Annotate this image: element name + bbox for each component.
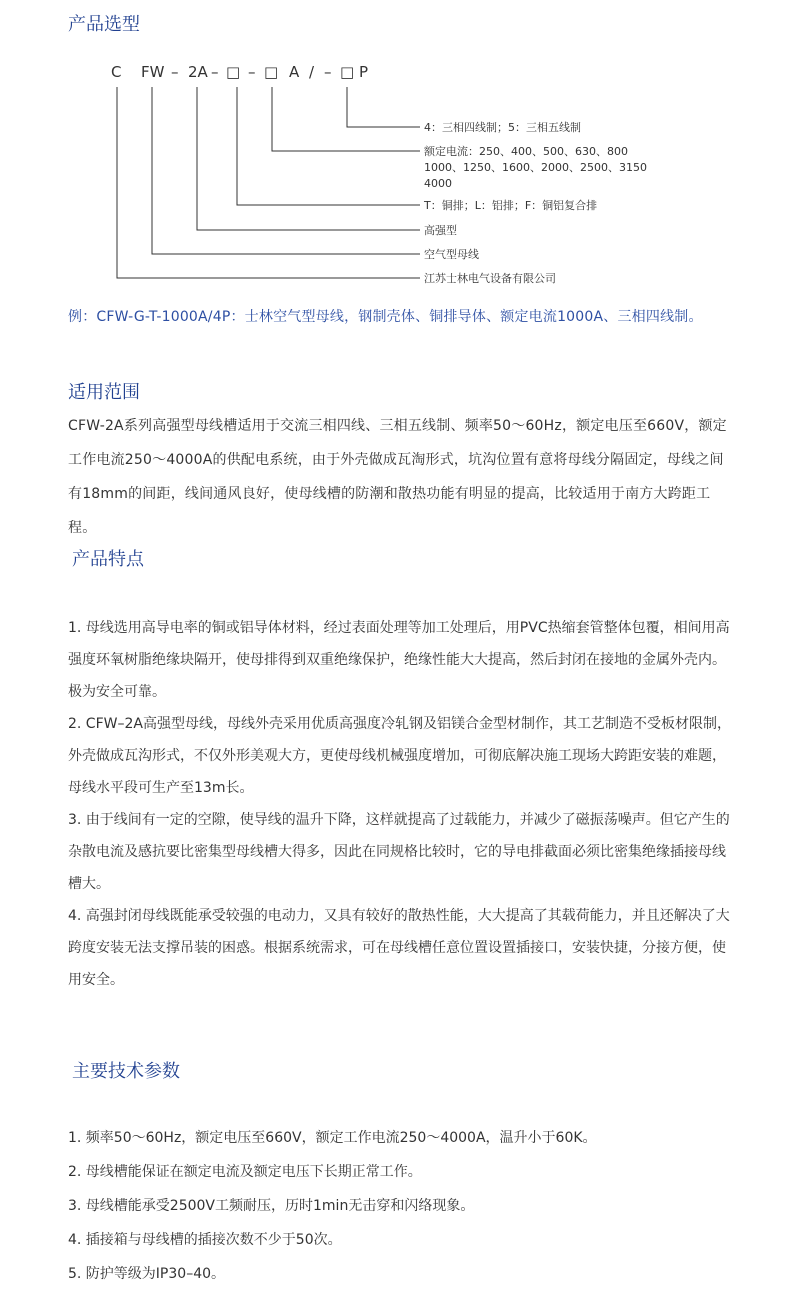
feature-item: 3. 由于线间有一定的空隙，使导线的温升下降，这样就提高了过载能力，并减少了磁振荡噪声。但它产生的杂散电流及感抗要比密集型母线槽大得多，因此在同规格比较时，它的导电排截面必须比密集绝缘插接母线槽大。 <box>68 812 730 892</box>
branch-label-conductor: T：铜排；L：铝排；F：铜铝复合排 <box>424 199 598 212</box>
connector-line-conductor <box>237 87 420 205</box>
branch-label-current: 额定电流：250、400、500、630、800 <box>424 145 628 158</box>
code-segment-box-1: □ <box>226 63 241 81</box>
branch-label-poles: 4：三相四线制；5：三相五线制 <box>424 121 581 134</box>
connector-line-poles <box>347 87 420 127</box>
param-item: 5. 防护等级为IP30–40。 <box>68 1266 226 1282</box>
connector-line-current <box>272 87 420 151</box>
branch-label-current-2: 1000、1250、1600、2000、2500、3150 <box>424 161 647 174</box>
code-segment-dash-3: – <box>248 63 256 81</box>
feature-item: 4. 高强封闭母线既能承受较强的电动力，又具有较好的散热性能，大大提高了其载荷能力，并且还解决了大跨度安装无法支撑吊装的困惑。根据系统需求，可在母线槽任意位置设置插接口，安装快捷，分接方便，使用安全。 <box>68 908 730 988</box>
selection-title: 产品选型 <box>68 14 140 35</box>
params-title: 主要技术参数 <box>72 1061 180 1082</box>
connector-line-company <box>117 87 420 278</box>
code-segment-dash-2: – <box>211 63 219 81</box>
param-item: 4. 插接箱与母线槽的插接次数不少于50次。 <box>68 1232 342 1248</box>
code-segment-box-2: □ <box>264 63 279 81</box>
code-segment-dash-4: – <box>324 63 332 81</box>
code-segment-fw: FW <box>141 63 165 81</box>
features-list <box>68 612 736 996</box>
branch-label-current-3: 4000 <box>424 177 452 190</box>
branch-label-company: 江苏士林电气设备有限公司 <box>424 272 556 285</box>
params-list <box>68 1121 736 1291</box>
code-segment-a: A <box>289 63 300 81</box>
code-segment-c: C <box>111 63 122 81</box>
code-segment-p: P <box>359 63 369 81</box>
model-code-diagram <box>0 0 800 300</box>
features-title: 产品特点 <box>72 549 144 570</box>
branch-label-high-strength: 高强型 <box>424 224 457 237</box>
code-segment-slash: / <box>309 63 315 81</box>
code-segment-box-3: □ <box>340 63 355 81</box>
param-item: 1. 频率50～60Hz，额定电压至660V，额定工作电流250～4000A，温升小于60K。 <box>68 1130 597 1146</box>
connector-line-air-type <box>152 87 420 254</box>
code-segment-dash-1: – <box>171 63 179 81</box>
feature-item: 2. CFW–2A高强型母线，母线外壳采用优质高强度冷轧钢及铝镁合金型材制作，其工艺制造不受板材限制，外壳做成瓦沟形式，不仅外形美观大方，更使母线机械强度增加，可彻底解决施工现场大跨距安装的难题，母线水平段可生产至13m长。 <box>68 716 731 796</box>
connector-line-high-strength <box>197 87 420 230</box>
feature-item: 1. 母线选用高导电率的铜或铝导体材料，经过表面处理等加工处理后，用PVC热缩套管整体包覆，相间用高强度环氧树脂绝缘块隔开，使母排得到双重绝缘保护，绝缘性能大大提高，然后封闭在接地的金属外壳内。极为安全可靠。 <box>68 620 730 700</box>
scope-title: 适用范围 <box>68 382 140 403</box>
branch-label-air-type: 空气型母线 <box>424 248 479 261</box>
code-segment-2a: 2A <box>188 63 208 81</box>
param-item: 3. 母线槽能承受2500V工频耐压，历时1min无击穿和闪络现象。 <box>68 1198 475 1214</box>
model-example: 例：CFW-G-T-1000A/4P：士林空气型母线，钢制壳体、铜排导体、额定电流1000A、三相四线制。 <box>68 309 703 325</box>
param-item: 2. 母线槽能保证在额定电流及额定电压下长期正常工作。 <box>68 1164 422 1180</box>
scope-text: CFW-2A系列高强型母线槽适用于交流三相四线、三相五线制、频率50～60Hz，额定电压至660V，额定工作电流250～4000A的供配电系统，由于外壳做成瓦淘形式，坑沟位置有意将母线分隔固定，母线之间有18mm的间距，线间通风良好，使母线槽的防潮和散热功能有明显的提高，比较适用于南方大跨距工程。 <box>68 418 727 536</box>
